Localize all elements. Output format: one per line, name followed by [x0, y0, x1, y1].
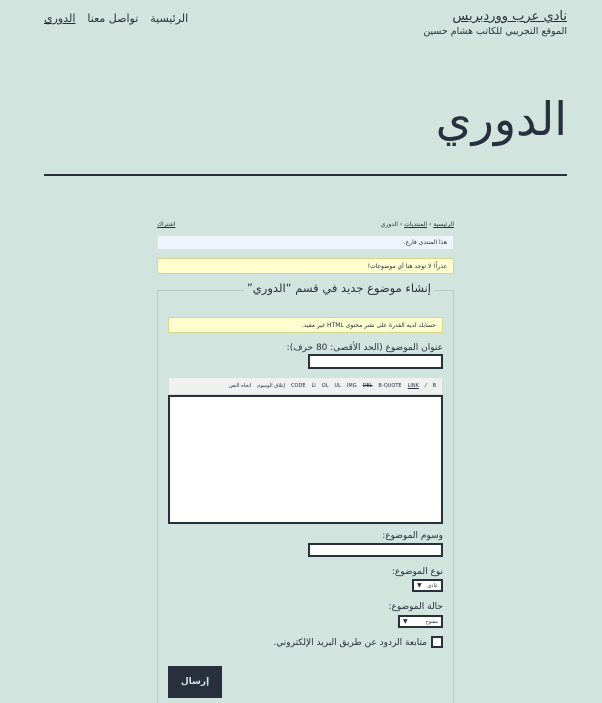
topic-title-label: عنوان الموضوع (الحد الأقصى: 80 حرف): — [286, 343, 443, 353]
site-title[interactable]: نادي عرب ووردبريس — [452, 9, 567, 24]
chevron-down-icon: ▼ — [403, 618, 408, 625]
page-title: الدوري — [435, 92, 567, 146]
bold-button[interactable]: B — [432, 383, 436, 389]
submit-button[interactable]: إرسال — [168, 666, 222, 698]
nav-item-contact[interactable]: تواصل معنا — [87, 12, 139, 25]
topic-status-value: مفتوح — [425, 618, 438, 625]
subscribe-link[interactable]: اشتراك — [157, 221, 176, 228]
list-item-button[interactable]: LI — [311, 383, 316, 389]
topic-status-label: حالة الموضوع: — [388, 602, 443, 612]
blockquote-button[interactable]: B-QUOTE — [378, 383, 402, 389]
italic-button[interactable]: / — [424, 383, 427, 389]
close-tags-button[interactable]: إغلاق الوسوم — [257, 383, 286, 389]
breadcrumb-separator: › — [429, 221, 432, 228]
topic-tags-label: وسوم الموضوع: — [382, 531, 443, 541]
text-direction-button[interactable]: اتجاه النص — [228, 383, 252, 389]
breadcrumb-current: الدوري — [380, 221, 398, 228]
new-topic-heading: إنشاء موضوع جديد في قسم “الدوري” — [244, 281, 434, 295]
code-button[interactable]: CODE — [291, 383, 306, 389]
chevron-down-icon: ▼ — [417, 582, 422, 589]
nav-item-home[interactable]: الرئيسية — [150, 12, 189, 25]
site-description: الموقع التجريبي للكاتب هشام حسين — [423, 26, 567, 37]
breadcrumb-home[interactable]: الرئيسية — [433, 221, 454, 228]
topic-status-select[interactable] — [398, 615, 443, 628]
subscribe-checkbox-label: متابعة الردود عن طريق البريد الإلكتروني. — [273, 638, 427, 648]
unordered-list-button[interactable]: UL — [334, 383, 341, 389]
topic-tags-input[interactable] — [308, 543, 443, 557]
link-button[interactable]: LINK — [407, 383, 419, 389]
topic-title-input[interactable] — [308, 354, 443, 369]
breadcrumb-separator: › — [399, 221, 403, 228]
topic-type-select[interactable] — [412, 579, 443, 592]
no-topics-notice: عذراً! لا توجد هنا أي موضوعات! — [157, 258, 454, 274]
topic-content-editor[interactable] — [168, 395, 443, 524]
primary-nav — [44, 12, 188, 25]
image-button[interactable]: IMG — [346, 383, 357, 389]
strikethrough-button[interactable]: DEL — [362, 383, 373, 389]
topic-type-label: نوع الموضوع: — [391, 567, 443, 577]
nav-item-league[interactable]: الدوري — [44, 12, 76, 25]
forum-empty-info: هذا المنتدى فارغ. — [157, 235, 454, 250]
html-notice: حسابك لديه القدرة على نشر محتوى HTML غير مقيد. — [168, 317, 443, 333]
topic-type-value: عادي — [427, 582, 438, 589]
title-divider — [44, 174, 567, 176]
breadcrumb — [381, 221, 454, 228]
subscribe-checkbox[interactable] — [431, 636, 443, 648]
breadcrumb-forums[interactable]: المنتديات — [404, 221, 428, 228]
editor-toolbar — [168, 377, 443, 395]
ordered-list-button[interactable]: OL — [321, 383, 329, 389]
